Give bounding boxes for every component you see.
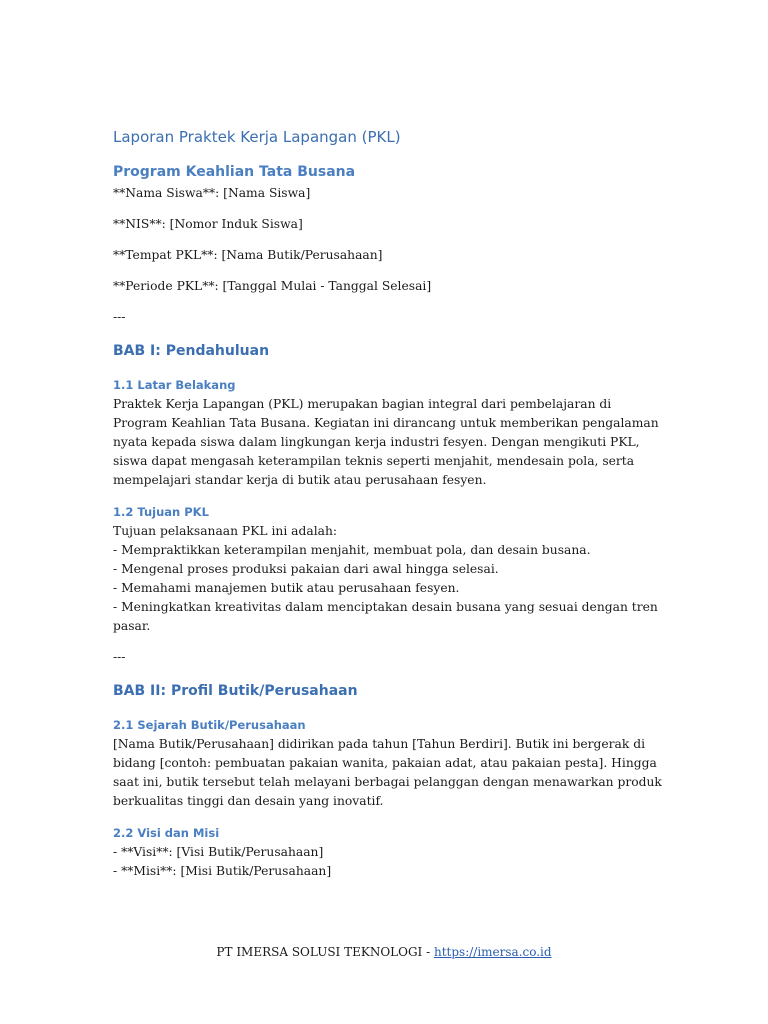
info-line-tempat: **Tempat PKL**: [Nama Butik/Perusahaan] (113, 248, 383, 262)
section-2-1-text: [Nama Butik/Perusahaan] didirikan pada tahun [Tahun Berdiri]. Butik ini bergerak di bidang [contoh: pembuatan pakaian wanita, pakaian adat, atau pakaian pesta]. Hingga saat ini, butik tersebut telah melayani berbagai pelanggan dengan menawarkan produk berkualitas tinggi dan desain yang inovatif. (113, 737, 662, 808)
document-title: Laporan Praktek Kerja Lapangan (PKL) (113, 128, 401, 146)
list-item: - Mempraktikkan keterampilan menjahit, membuat pola, dan desain busana. (113, 543, 591, 557)
section-2-1-heading: 2.1 Sejarah Butik/Perusahaan (113, 718, 306, 732)
section-1-2-heading: 1.2 Tujuan PKL (113, 505, 209, 519)
separator-2: --- (113, 650, 126, 664)
bab1-heading: BAB I: Pendahuluan (113, 343, 270, 359)
info-line-periode: **Periode PKL**: [Tanggal Mulai - Tanggal Selesai] (113, 279, 432, 293)
footer-company: PT IMERSA SOLUSI TEKNOLOGI - (216, 945, 434, 959)
list-item: - **Misi**: [Misi Butik/Perusahaan] (113, 864, 332, 878)
program-heading: Program Keahlian Tata Busana (113, 164, 356, 180)
info-line-nama: **Nama Siswa**: [Nama Siswa] (113, 186, 311, 200)
footer-link[interactable]: https://imersa.co.id (433, 945, 552, 959)
section-1-1-text: Praktek Kerja Lapangan (PKL) merupakan bagian integral dari pembelajaran di Program Keahlian Tata Busana. Kegiatan ini dirancang untuk memberikan pengalaman nyata kepada siswa dalam lingkungan kerja industri fesyen. Dengan mengikuti PKL, siswa dapat mengasah keterampilan teknis seperti menjahit, mendesain pola, serta mempelajari standar kerja di butik atau perusahaan fesyen. (113, 397, 659, 487)
info-line-nis: **NIS**: [Nomor Induk Siswa] (113, 217, 303, 231)
bab2-heading: BAB II: Profil Butik/Perusahaan (113, 683, 358, 699)
list-item: - Memahami manajemen butik atau perusahaan fesyen. (113, 581, 460, 595)
list-item: - **Visi**: [Visi Butik/Perusahaan] (113, 845, 324, 859)
section-2-2-heading: 2.2 Visi dan Misi (113, 826, 220, 840)
section-1-2-intro: Tujuan pelaksanaan PKL ini adalah: (113, 524, 338, 538)
separator-1: --- (113, 310, 126, 324)
list-item: - Mengenal proses produksi pakaian dari awal hingga selesai. (113, 562, 499, 576)
list-item: - Meningkatkan kreativitas dalam menciptakan desain busana yang sesuai dengan tren pasar. (113, 600, 658, 633)
page-footer (0, 945, 768, 959)
section-1-1-heading: 1.1 Latar Belakang (113, 378, 236, 392)
